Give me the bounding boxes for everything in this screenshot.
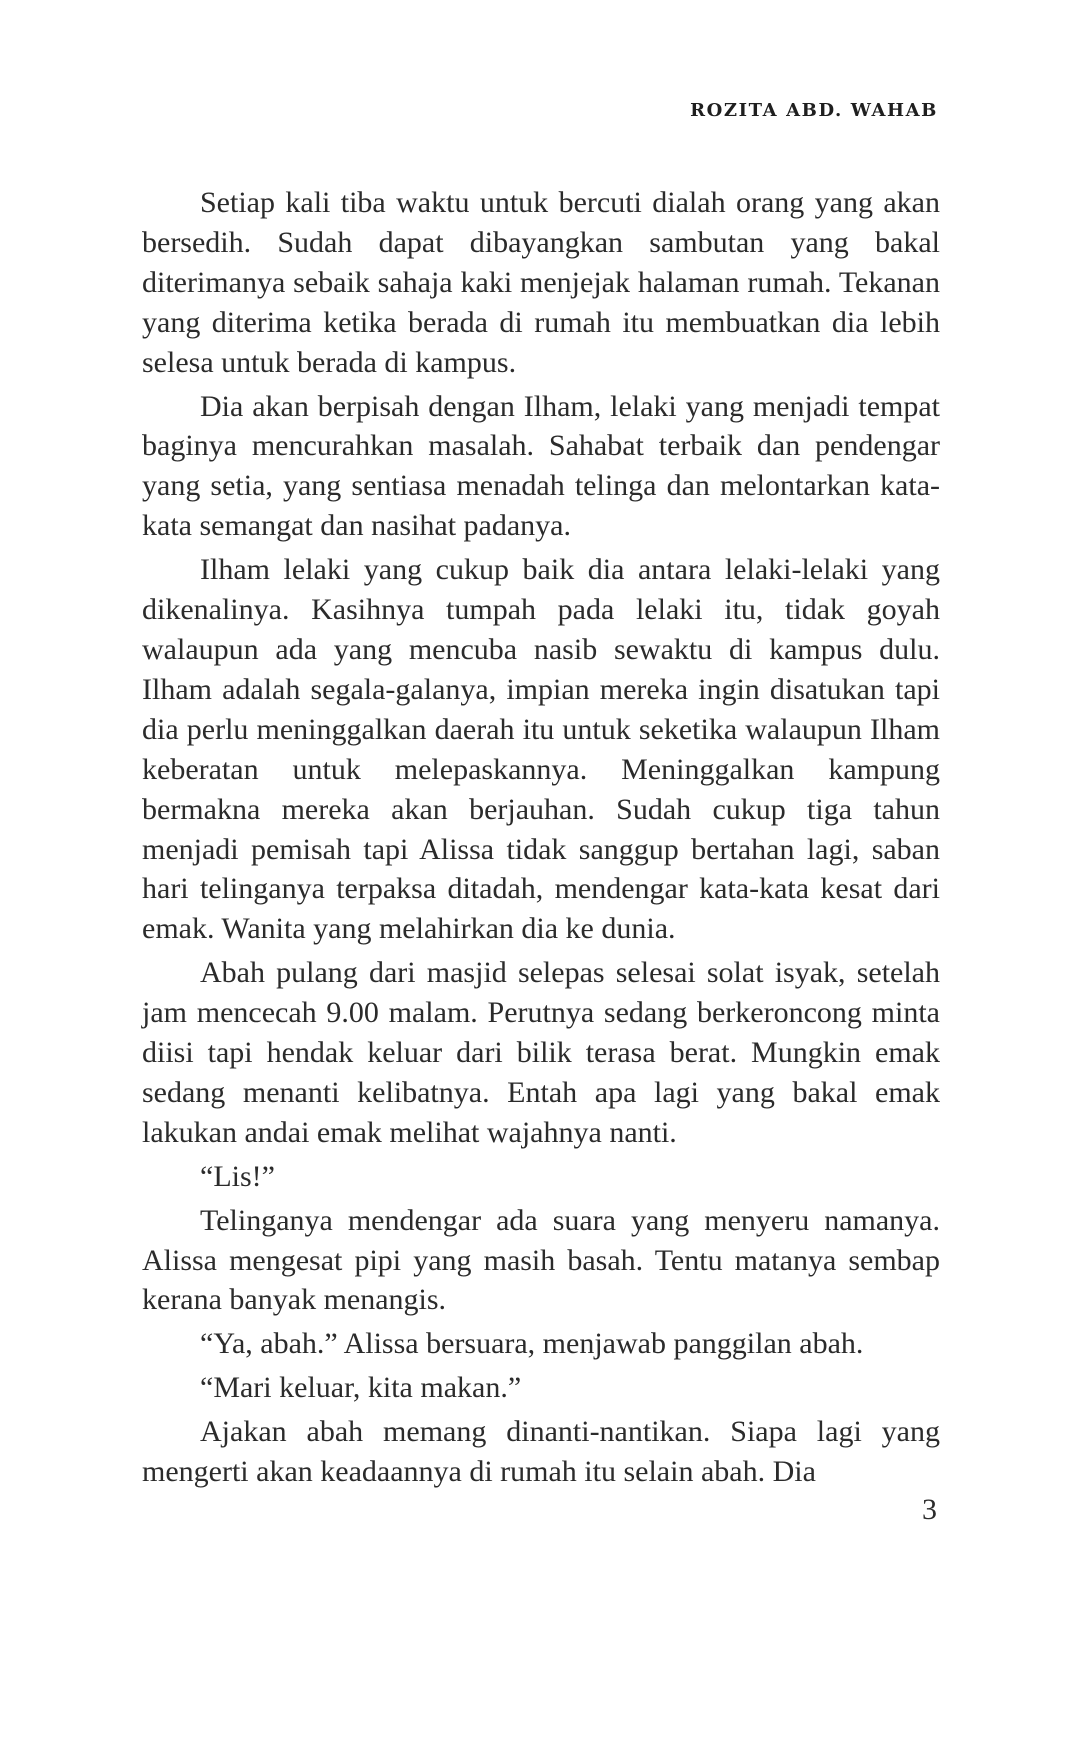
- paragraph-6: Telinganya mendengar ada suara yang menyeru namanya. Alissa mengesat pipi yang masih basah. Tentu matanya sembap kerana banyak menangis.: [142, 1203, 940, 1317]
- paragraph-7: “Ya, abah.” Alissa bersuara, menjawab panggilan abah.: [200, 1327, 864, 1361]
- paragraph-1: Setiap kali tiba waktu untuk bercuti dialah orang yang akan bersedih. Sudah dapat dibayangkan sambutan yang bakal diterimanya sebaik sahaja kaki menjejak halaman rumah. Tekanan yang diterima ketika berada di rumah itu membuatkan dia lebih selesa untuk berada di kampus.: [142, 186, 940, 379]
- paragraph-9: Ajakan abah memang dinanti-nantikan. Siapa lagi yang mengerti akan keadaannya di rumah itu selain abah. Dia: [142, 1415, 940, 1489]
- paragraph-4: Abah pulang dari masjid selepas selesai solat isyak, setelah jam mencecah 9.00 malam. Perutnya sedang berkeroncong minta diisi tapi hendak keluar dari bilik terasa berat. Mungkin emak sedang menanti kelibatnya. Entah apa lagi yang bakal emak lakukan andai emak melihat wajahnya nanti.: [142, 956, 940, 1149]
- page-number: 3: [922, 1493, 937, 1526]
- paragraph-5: “Lis!”: [200, 1159, 275, 1193]
- paragraph-3: Ilham lelaki yang cukup baik dia antara lelaki-lelaki yang dikenalinya. Kasihnya tumpah pada lelaki itu, tidak goyah walaupun ada yang mencuba nasib sewaktu di kampus dulu. Ilham adalah segala-galanya, impian mereka ingin disatukan tapi dia perlu meninggalkan daerah itu untuk seketika walaupun Ilham keberatan untuk melepaskannya. Meninggalkan kampung bermakna mereka akan berjauhan. Sudah cukup tiga tahun menjadi pemisah tapi Alissa tidak sanggup bertahan lagi, saban hari telinganya terpaksa ditadah, mendengar kata-kata kesat dari emak. Wanita yang melahirkan dia ke dunia.: [142, 553, 940, 946]
- body-text: [142, 183, 940, 1496]
- paragraph-8: “Mari keluar, kita makan.”: [200, 1371, 522, 1405]
- paragraph-2: Dia akan berpisah dengan Ilham, lelaki yang menjadi tempat baginya mencurahkan masalah. Sahabat terbaik dan pendengar yang setia, yang sentiasa menadah telinga dan melontarkan kata-kata semangat dan nasihat padanya.: [142, 389, 940, 543]
- running-header: ROZITA ABD. WAHAB: [690, 100, 938, 121]
